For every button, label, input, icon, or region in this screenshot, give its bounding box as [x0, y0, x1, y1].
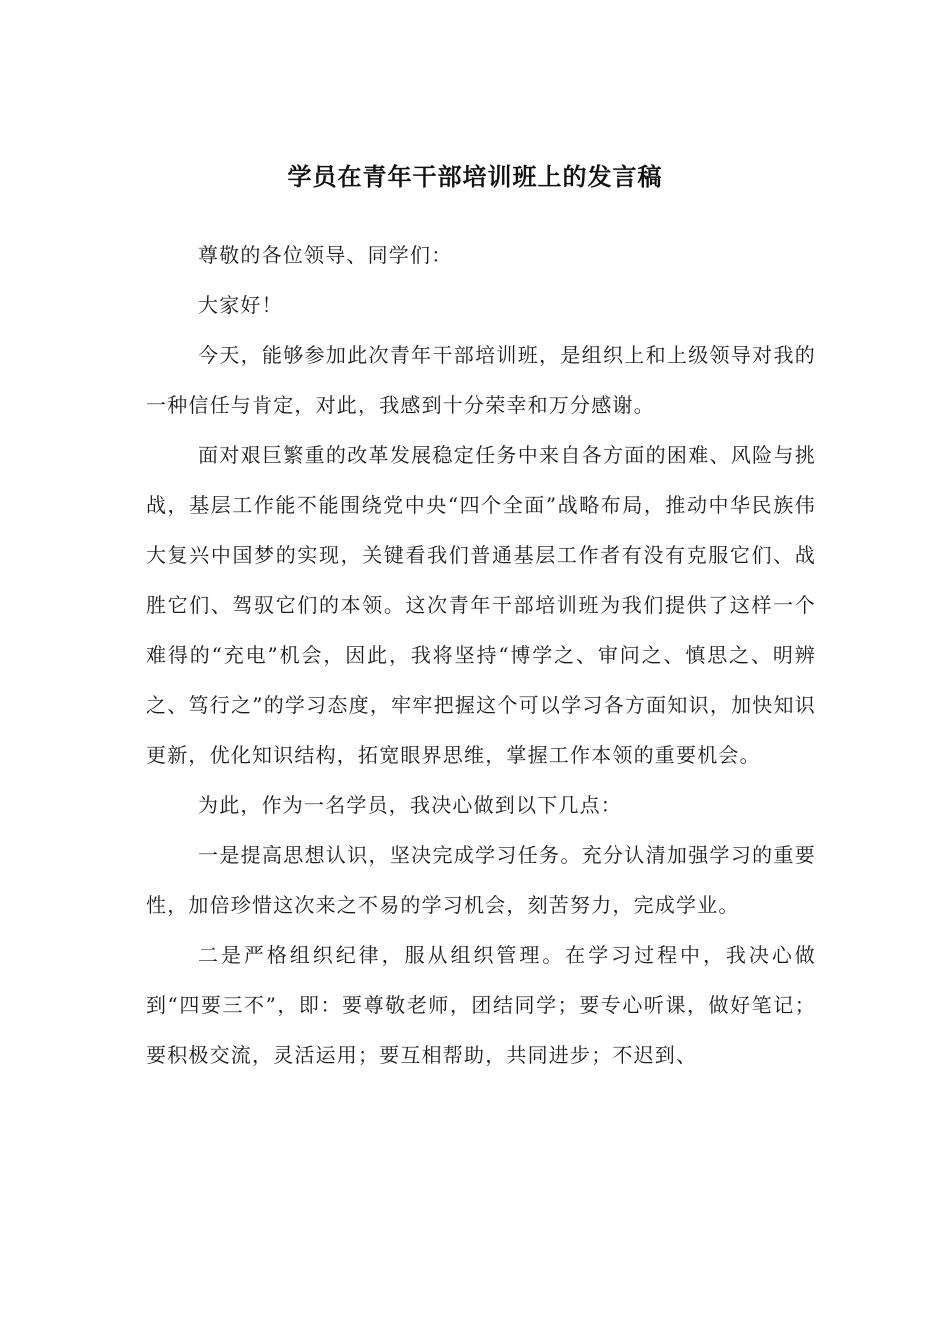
- salutation: 尊敬的各位领导、同学们：: [198, 243, 453, 267]
- document-title: 学员在青年干部培训班上的发言稿: [287, 163, 663, 191]
- paragraph-intro: 今天，能够参加此次青年干部培训班，是组织上和上级领导对我的一种信任与肯定，对此，我感到十分荣幸和万分感谢。: [146, 343, 816, 417]
- paragraph-challenges: 面对艰巨繁重的改革发展稳定任务中来自各方面的困难、风险与挑战，基层工作能不能围绕党中央“四个全面”战略布局，推动中华民族伟大复兴中国梦的实现，关键看我们普通基层工作者有没有克服它们、战胜它们、驾驭它们的本领。这次青年干部培训班为我们提供了这样一个难得的“充电”机会，因此，我将坚持“博学之、审问之、慎思之、明辨之、笃行之”的学习态度，牢牢把握这个可以学习各方面知识，加快知识更新，优化知识结构，拓宽眼界思维，掌握工作本领的重要机会。: [146, 443, 816, 767]
- paragraph-point-one: 一是提高思想认识，坚决完成学习任务。充分认清加强学习的重要性，加倍珍惜这次来之不易的学习机会，刻苦努力，完成学业。: [146, 843, 816, 917]
- greeting: 大家好！: [198, 293, 283, 317]
- paragraph-resolution-lead: 为此，作为一名学员，我决心做到以下几点：: [198, 793, 622, 817]
- document-body: [146, 230, 816, 1080]
- paragraph-point-two: 二是严格组织纪律，服从组织管理。在学习过程中，我决心做到“四要三不”，即：要尊敬老师，团结同学；要专心听课，做好笔记；要积极交流，灵活运用；要互相帮助，共同进步；不迟到、: [146, 943, 816, 1067]
